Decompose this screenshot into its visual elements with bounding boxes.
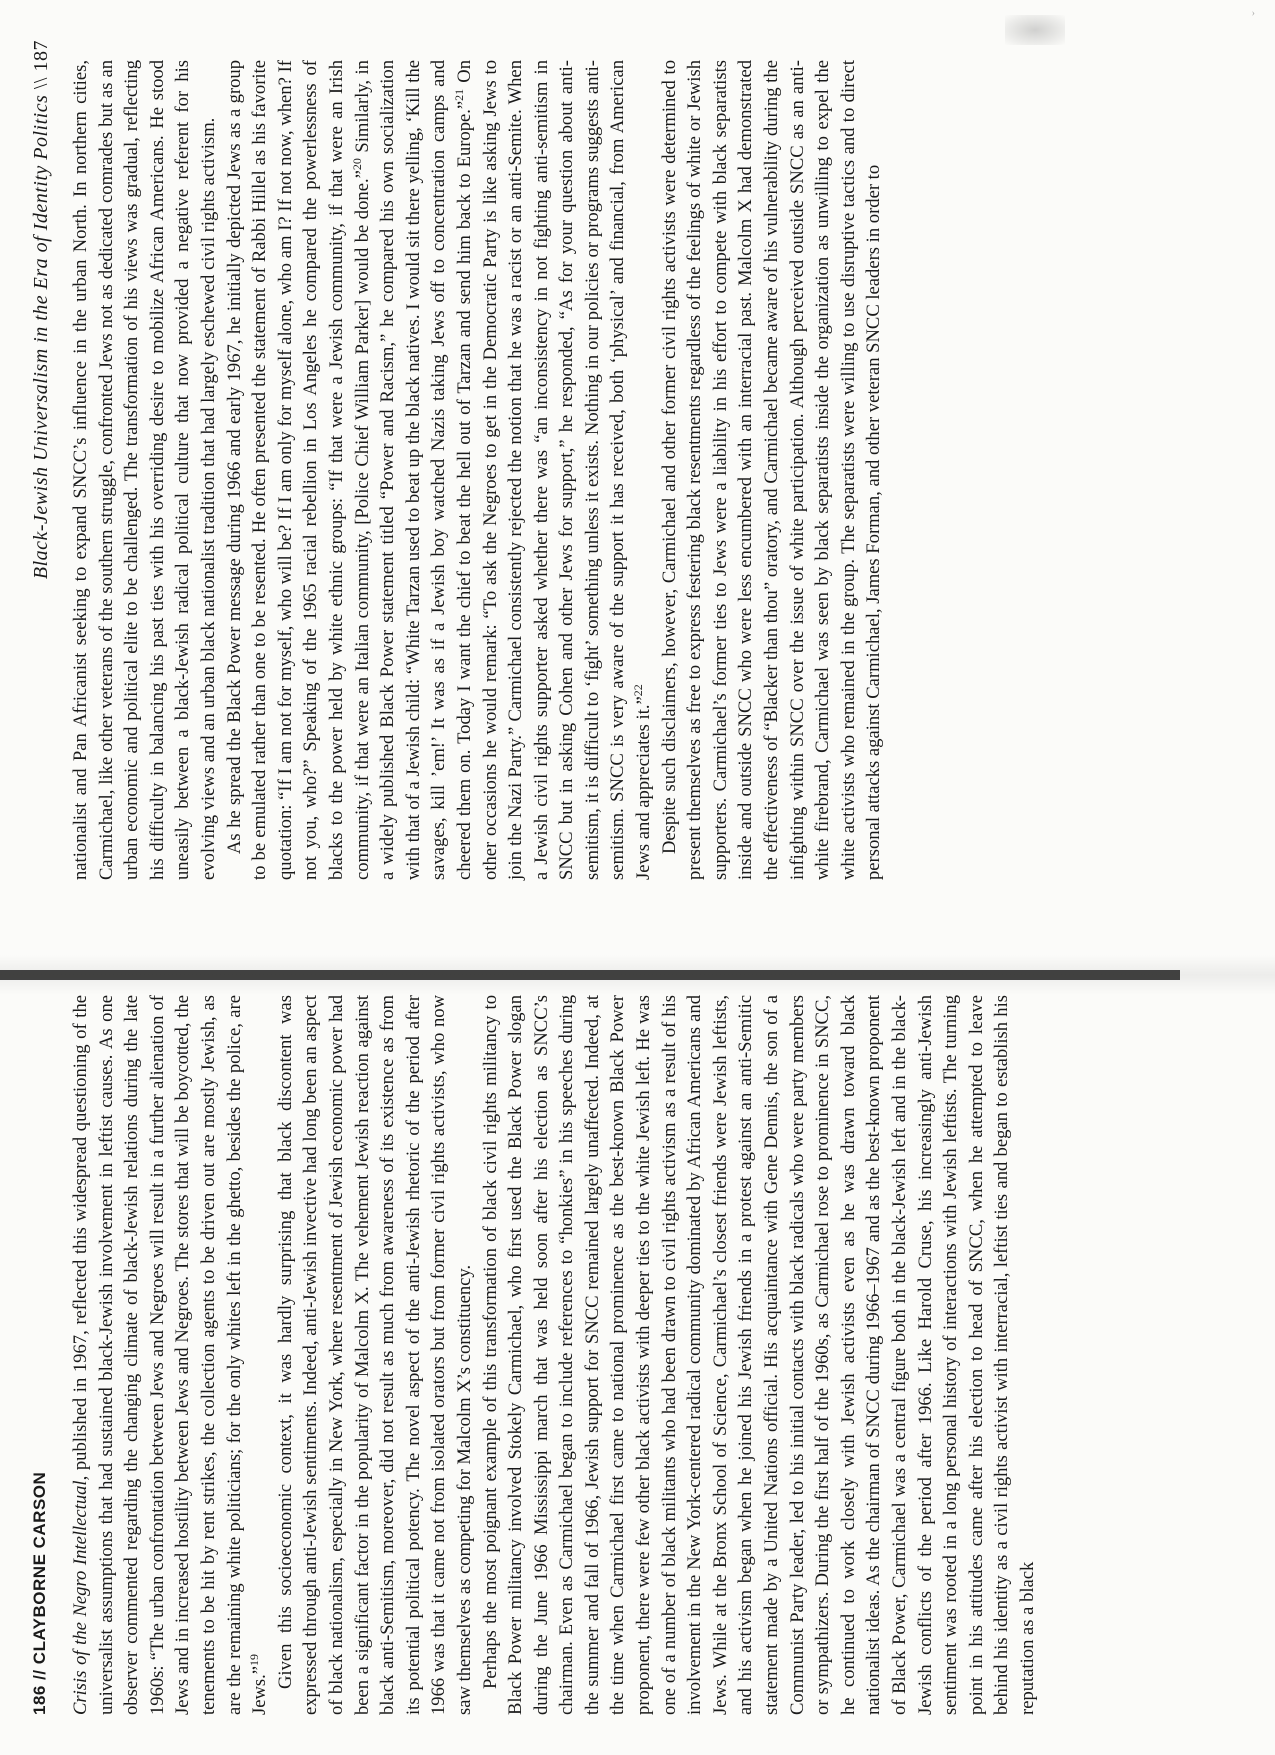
book-title-italic: Crisis of the Negro Intellectual, — [70, 1475, 91, 1715]
spine-line — [0, 970, 1180, 980]
right-running-head — [30, 40, 53, 579]
right-paragraph-2 — [222, 60, 657, 880]
left-paragraph-1 — [68, 995, 273, 1715]
left-running-head — [30, 1472, 50, 1715]
right-separator: \\ — [30, 77, 52, 90]
left-paragraph-2: Given this socioeconomic context, it was hardly surprising that black discontent was expressed through anti-Jewish sentiments. Indeed, anti-Jewish invective had long been an aspect of black nationalism, especially in New York, where resentment of Jewish economic power had been a significant factor in the popularity of Malcolm X. The vehement Jewish reaction against black anti-Semitism, moreover, did not result as much from awareness of its existence as from its potential political potency. The novel aspect of the anti-Jewish rhetoric of the period after 1966 was that it came not from isolated orators but from former civil rights activists, who now saw themselves as competing for Malcolm X’s constituency. — [274, 995, 475, 1715]
left-text-column — [68, 995, 1041, 1715]
paragraph-text: On other occasions he would remark: “To ask the Negroes to get in the Democratic Party is like asking Jews to join the Nazi Party.” Carmichael consistently rejected the notion that he was a racist or an anti-Semite. When a Jewish civil rights supporter asked whether there was “an inconsistency in not fighting anti-semitism in SNCC but in asking Cohen and other Jews for support,” he responded, “As for your question about anti-semitism, it is difficult to ‘fight’ something unless it exists. Nothing in our policies or programs suggests anti-semitism. SNCC is very aware of the support it has received, both ‘physical’ and financial, from American Jews and appreciates it.” — [453, 60, 655, 880]
author-name: CLAYBORNE CARSON — [30, 1471, 49, 1665]
left-separator: // — [30, 1669, 49, 1680]
paragraph-text: As he spread the Black Power message during 1966 and early 1967, he initially depicted Jews as a group to be emulated rather than one to be resented. He often presented the statement of Rabbi Hillel as his favorite quotation: “If I am not for myself, who will be? If I am only for myself alone, who am I? If not now, when? If not you, who?” Speaking of the 1965 racial rebellion in Los Angeles he compared the powerlessness of blacks to the power held by white ethnic groups: “If that were a Jewish community, if that were an Irish community, if that were an Italian community, [Police Chief William Parker] would be done.” — [223, 60, 373, 880]
footnote-ref: 21 — [451, 88, 466, 101]
left-page-number: 186 — [30, 1685, 49, 1715]
footnote-ref: 19 — [246, 1653, 261, 1666]
right-paragraph-3: Despite such disclaimers, however, Carmichael and other former civil rights activists were determined to present themselves as free to express festering black resentments regardless of the feelings of white or Jewish supporters. Carmichael’s former ties to Jews were a liability in his effort to compete with black separatists inside and outside SNCC who were less encumbered with an interracial past. Malcolm X had demonstrated the effectiveness of “Blacker than thou” oratory, and Carmichael became aware of his vulnerability during the infighting within SNCC over the issue of white participation. Although perceived outside SNCC as an anti-white firebrand, Carmichael was seen by black separatists inside the organization as unwilling to expel the white activists who remained in the group. The separatists were willing to use disruptive tactics and to direct personal attacks against Carmichael, James Forman, and other veteran SNCC leaders in order to — [658, 60, 885, 880]
footnote-ref: 20 — [349, 158, 364, 171]
left-page — [0, 925, 1275, 1755]
paragraph-text: published in 1967, reflected this widespread questioning of the universalist assumptions that had sustained black-Jewish involvement in leftist causes. As one observer commented regarding the changing climate of black-Jewish relations during the late 1960s: “The urban confrontation between Jews and Negroes will result in a further alienation of Jews and in increased hostility between Jews and Negroes. The stores that will be boycotted, the tenements to be hit by rent strikes, the collection agents to be driven out are mostly Jewish, as are the remaining white politicians; for the only whites left in the ghetto, besides the police, are Jews.” — [70, 995, 271, 1715]
right-text-column — [68, 60, 887, 880]
left-paragraph-3: Perhaps the most poignant example of this transformation of black civil rights militancy to Black Power militancy involved Stokely Carmichael, who first used the Black Power slogan during the June 1966 Mississippi march that was held soon after his election as SNCC’s chairman. Even as Carmichael began to include references to “honkies” in his speeches during the summer and fall of 1966, Jewish support for SNCC remained largely unaffected. Indeed, at the time when Carmichael first came to national prominence as the best-known Black Power proponent, there were few other black activists with deeper ties to the white Jewish left. He was one of a number of black militants who had been drawn to civil rights activism as a result of his involvement in the New York-centered radical community dominated by African Americans and Jews. While at the Bronx School of Science, Carmichael’s closest friends were Jewish leftists, and his activism began when he joined his Jewish friends in a protest against an anti-Semitic statement made by a United Nations official. His acquaintance with Gene Dennis, the son of a Communist Party leader, led to his initial contacts with black radicals who were party members or sympathizers. During the first half of the 1960s, as Carmichael rose to prominence in SNCC, he continued to work closely with Jewish activists even as he was drawn toward black nationalist ideas. As the chairman of SNCC during 1966–1967 and as the best-known proponent of Black Power, Carmichael was a central figure both in the black-Jewish left and in the black-Jewish conflicts of the period after 1966. Like Harold Cruse, his increasingly anti-Jewish sentiment was rooted in a long personal history of interactions with Jewish leftists. The turning point in his attitudes came after his election to head of SNCC, when he attempted to leave behind his identity as a civil rights activist with interracial, leftist ties and began to establish his reputation as a black — [479, 995, 1038, 1715]
right-page-number: 187 — [30, 40, 52, 72]
right-paragraph-1: nationalist and Pan Africanist seeking to expand SNCC’s influence in the urban North. In northern cities, Carmichael, like other veterans of the southern struggle, confronted Jews not as dedicated comrades but as an urban economic and political elite to be challenged. The transformation of his views was gradual, reflecting his difficulty in balancing his past ties with his overriding desire to mobilize African Americans. He stood uneasily between a black-Jewish radical political culture that now provided a negative referent for his evolving views and an urban black nationalist tradition that had largely eschewed civil rights activism. — [70, 60, 219, 880]
corner-mark: › — [1251, 8, 1255, 19]
footnote-ref: 22 — [630, 684, 645, 697]
running-title: Black-Jewish Universalism in the Era of Identity Politics — [30, 94, 52, 580]
paragraph-text: Similarly, in a widely published Black Power statement titled “Power and Racism,” he compared his own socialization with that of a Jewish child: “White Tarzan used to beat up the black natives. I would sit there yelling, ‘Kill the savages, kill ’em!’ It was as if a Jewish boy watched Nazis taking Jews off to concentration camps and cheered them on. Today I want the chief to beat the hell out of Tarzan and send him back to Europe.” — [351, 60, 475, 880]
